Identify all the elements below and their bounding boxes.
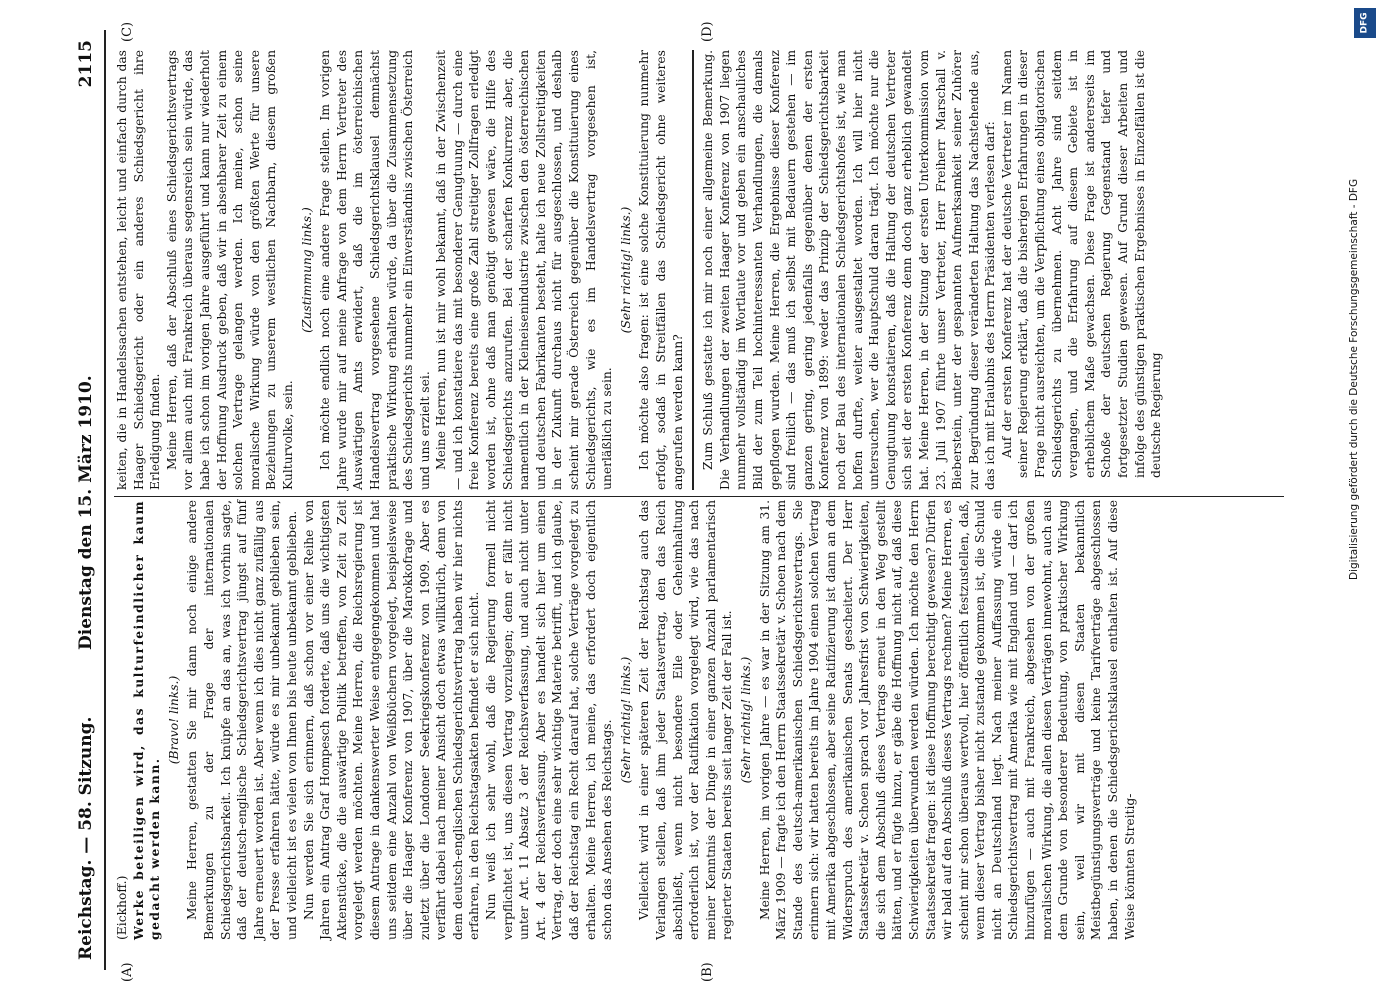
interjection: (Zustimmung links.) [299,207,314,333]
paragraph: Meine Herren, gestatten Sie mir dann noch einige andere Bemerkungen zu der Frage der internationalen Schiedsgerichtsbarkeit. Ich knüpfe an das an, was ich vorhin sagte, daß der deutsch-englische Schiedsgerichtsvertrag jüngst auf fünf Jahre erneuert worden ist. Aber wenn ich dies nicht ganz zufällig aus der Presse erfahren hätte, würde es mir unbekannt geblieben sein, und vielleicht ist es vielen von Ihnen bis heute unbekannt geblieben. [185,500,299,940]
paragraph: Vielleicht wird in einer späteren Zeit der Reichstag auch das Verlangen stellen, daß ihm jeder Staatsvertrag, den das Reich abschließt, wenn nicht besondere Eile oder Geheimhaltung erforderlich ist, vor der Ratifikation vorgelegt wird, wie das nach meiner Kenntnis der Dinge in einer ganzen Anzahl parlamentarisch regierter Staaten bereits seit langer Zeit der Fall ist. [637,500,735,940]
dfg-logo-icon: DFG [1354,8,1376,38]
digitization-note-text: Digitalisierung gefördert durch die Deutsche Forschungsgemeinschaft - DFG [1348,178,1360,580]
left-column [114,500,1138,940]
page-number: 2115 [76,40,96,88]
digitization-note [1348,0,1383,1000]
paragraph: Nun werden Sie sich erinnern, daß schon vor einer Reihe von Jahren ein Antrag Graf Hompesch forderte, daß uns die wichtigsten Aktenstücke, die die auswärtige Politik betreffen, von Zeit zu Zeit vorgelegt werden möchten. Meine Herren, die Reichsregierung ist diesem Antrage in dankenswerter Weise entgegengekommen und hat uns seitdem eine Anzahl von Weißbüchern vorgelegt, beispielsweise über die Haager Konferenz von 1907, über die Marokkofrage und zuletzt über die Londoner Seekriegskonferenz von 1909. Aber es verfährt dabei nach meiner Ansicht doch etwas willkürlich, denn von dem deutsch-englischen Schiedsgerichtsvertrag haben wir hier nichts erfahren, in den Reichstagsakten befindet er sich nicht. [301,500,482,940]
section-rule [692,50,694,490]
quoted-paragraph: Auf der ersten Konferenz hat der deutsche Vertreter im Namen seiner Regierung erklärt, daß die bisherigen Erfahrungen in dieser Frage nicht ausreichten, um die Verpflichtung eines obligatorischen Schiedsgerichts zu übernehmen. Acht Jahre sind seitdem vergangen, und die Erfahrung auf diesem Gebiete ist in erheblichem Maße gewachsen. Diese Frage ist andererseits im Schoße der deutschen Regierung Gegenstand tiefer und fortgesetzter Studien gewesen. Auf Grund dieser Arbeiten und infolge des günstigen praktischen Ergebnisses in Einzelfällen ist die deutsche Regierung [999,50,1164,478]
interjection: (Sehr richtig! links.) [618,656,633,784]
margin-marker-b: (B) [700,962,715,982]
interjection: (Bravo! links.) [166,675,181,765]
paragraph: keiten, die in Handelssachen entstehen, leicht und einfach durch das Haager Schiedsgericht oder ein anderes Schiedsgericht ihre Erledigung finden. [115,50,163,490]
paragraph: Meine Herren, im vorigen Jahre — es war in der Sitzung am 31. März 1909 — fragte ich den Herrn Staatssekretär v. Schoen nach dem Stande des deutsch-amerikanischen Schiedsgerichtsvertrags. Sie erinnern sich: wir hatten bereits im Jahre 1904 einen solchen Vertrag mit Amerika abgeschlossen, aber seine Ratifizierung ist dann an dem Widerspruch des amerikanischen Senats gescheitert. Der Herr Staatssekretär v. Schoen sprach vor Jahresfrist von Schwierigkeiten, die sich dem Abschluß dieses Vertrags erneut in den Weg gestellt hätten, und er fügte hinzu, er gäbe die Hoffnung nicht auf, daß diese Schwierigkeiten überwunden werden würden. Ich möchte den Herrn Staatssekretär fragen: ist diese Hoffnung berechtigt gewesen? Dürfen wir bald auf den Abschluß dieses Vertrags rechnen? Meine Herren, es scheint mir schon überaus wertvoll, hier öffentlich festzustellen, daß, wenn dieser Vertrag bisher nicht zustande gekommen ist, die Schuld nicht an Deutschland liegt. Nach meiner Auffassung würde ein Schiedsgerichtsvertrag mit Amerika wie mit England und — darf ich hinzufügen — auch mit Frankreich, abgesehen von der großen moralischen Wirkung, die allen diesen Verträgen innewohnt, auch aus dem Grunde von besonderer Bedeutung, von praktischer Wirkung sein, weil wir mit diesen Staaten bekanntlich Meistbegünstigungsverträge und keine Tarifverträge abgeschlossen haben, in denen die Schiedsgerichtsklausel enthalten ist. Auf diese Weise könnten Streitig- [757,500,1137,940]
header-date: Dienstag den 15. März 1910. [76,375,96,650]
paragraph: Werke beteiligen wird, das kulturfeindlicher kaum gedacht werden kann. [130,500,163,940]
newspaper-page [40,0,1340,1000]
margin-marker-c: (C) [120,21,135,42]
paragraph: Meine Herren, daß der Abschluß eines Schiedsgerichtsvertrags vor allem auch mit Frankreich überaus segensreich sein würde, das habe ich schon im vorigen Jahre ausgeführt und kann nur wiederholt der Hoffnung Ausdruck geben, daß wir in absehbarer Zeit zu einem solchen Vertrage gelangen werden. Ich meine, schon seine moralische Wirkung würde von den größten Werte für unsere Beziehungen zu unserem westlichen Nachbarn, diesem großen Kulturvolke, sein. [164,50,295,490]
interjection: (Sehr richtig! links.) [738,656,753,784]
interjection: (Sehr richtig! links.) [618,206,633,334]
right-column [114,50,1165,490]
paragraph: Ich möchte endlich noch eine andere Frage stellen. Im vorigen Jahre wurde mir auf meine Anfrage von dem Herrn Vertreter des Auswärtigen Amts erwidert, daß die im österreichischen Handelsvertrag vorgesehene Schiedsgerichtsklausel demnächst praktische Wirkung erhalten würde, da über die Zusammensetzung des Schiedsgerichts nunmehr ein Einverständnis zwischen Österreich und uns erzielt sei. [318,50,432,490]
margin-marker-a: (A) [120,962,135,982]
header-rule [104,30,106,970]
paragraph: Meine Herren, nun ist mir wohl bekannt, daß in der Zwischenzeit — und ich konstatiere das mit besonderer Genugtuung — durch eine freie Konferenz bereits eine große Zahl streitiger Zollfragen erledigt worden ist, ohne daß man genötigt gewesen wäre, die Hilfe des Schiedsgerichts anzurufen. Bei der scharfen Konkurrenz aber, die namentlich in der Kleineisenindustrie zwischen den österreichischen und deutschen Fabrikanten besteht, halte ich neue Zollstreitigkeiten in der Zukunft durchaus nicht für ausgeschlossen, und deshalb scheint mir gerade Österreich gegenüber die Konstituierung eines Schiedsgerichts, wie es im Handelsvertrag vorgesehen ist, unerläßlich zu sein. [434,50,615,490]
column-divider [114,496,1284,497]
header-title: Reichstag. — 58. Sitzung. [76,716,96,960]
paragraph: Zum Schluß gestatte ich mir noch einer allgemeine Bemerkung. Die Verhandlungen der zweiten Haager Konferenz von 1907 liegen nunmehr vollständig im Wortlaute vor und geben ein anschauliches Bild der zum Teil hochinteressanten Verhandlungen, die damals gepflogen wurden. Meine Herren, die Ergebnisse dieser Konferenz sind freilich — das muß ich selbst mit Bedauern gestehen — im ganzen gering, gering jedenfalls gegenüber denen der ersten Konferenz von 1899: weder das Prinzip der Schiedsgerichtsbarkeit noch der Bau des internationalen Schiedsgerichtshofes ist, wie man hoffen durfte, weiter ausgestaltet worden. Ich will hier nicht untersuchen, wer die Hauptschuld daran trägt. Ich möchte nur die Genugtuung konstatieren, daß die Haltung der deutschen Vertreter sich seit der ersten Konferenz denn doch ganz erheblich gewandelt hat. Meine Herren, in der Sitzung der ersten Unterkommission vom 23. Juli 1907 führte unser Vertreter, Herr Freiherr Marschall v. Bieberstein, unter der gespannten Aufmerksamkeit seiner Zuhörer zur Begründung dieser veränderten Haltung das Nachstehende aus, das ich mit Erlaubnis des Herrn Präsidenten verlesen darf: [701,50,998,490]
speaker-name: (Eickhoff.) [115,875,129,940]
paragraph: Ich möchte also fragen: ist eine solche Konstituierung nunmehr erfolgt, sodaß in Streitfällen das Schiedsgericht ohne weiteres angerufen werden kann? [637,50,685,490]
paragraph: Nun weiß ich sehr wohl, daß die Regierung formell nicht verpflichtet ist, uns diesen Vertrag vorzulegen; denn er fällt nicht unter Art. 11 Absatz 3 der Reichsverfassung, und auch nicht unter Art. 4 der Reichsverfassung. Aber es handelt sich hier um einen Vertrag, der doch eine sehr wichtige Materie betrifft, und ich glaube, daß der Reichstag ein Recht darauf hat, solche Verträge vorgelegt zu erhalten. Meine Herren, ich meine, das erfordert doch eigentlich schon das Ansehen des Reichstags. [484,500,615,940]
page-header [70,30,104,980]
margin-marker-d: (D) [700,21,715,42]
